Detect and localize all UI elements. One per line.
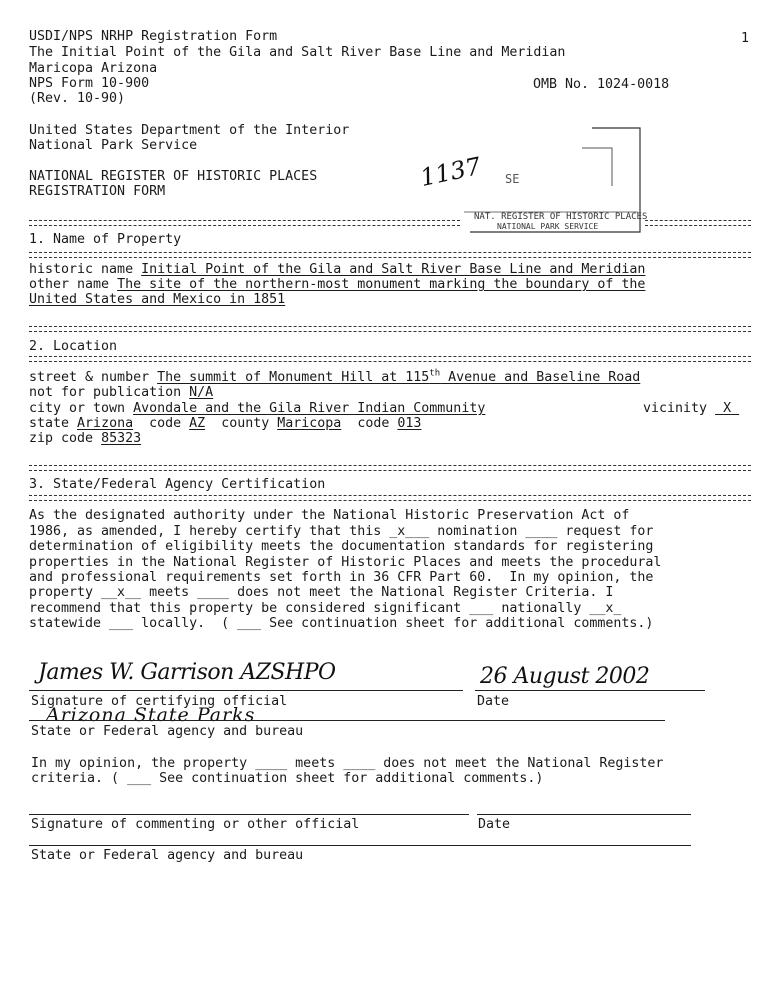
section-divider xyxy=(29,495,751,501)
publication-value: N/A xyxy=(189,385,214,400)
opinion-line: In my opinion, the property ____ meets ____ does not meet the National Register xyxy=(31,756,664,771)
section2-heading: 2. Location xyxy=(29,339,118,354)
signature-label: Signature of certifying official xyxy=(31,694,288,709)
section3-heading: 3. State/Federal Agency Certification xyxy=(29,477,326,492)
state-code: AZ xyxy=(189,416,206,431)
commenting-date-line xyxy=(477,814,691,815)
commenting-label: Signature of commenting or other official xyxy=(31,817,360,832)
city-row: city or town Avondale and the Gila River Indian Community xyxy=(29,401,486,416)
section-divider xyxy=(29,356,751,362)
city-value: Avondale and the Gila River Indian Community xyxy=(133,401,486,416)
zip-value: 85323 xyxy=(101,431,142,446)
form-title-line1: NATIONAL REGISTER OF HISTORIC PLACES xyxy=(29,169,318,184)
certifying-signature: James W. Garrison AZSHPO xyxy=(38,660,336,685)
other-name-row: other name The site of the northern-most monument marking the boundary of the xyxy=(29,277,646,292)
agency-handwritten: Arizona State Parks xyxy=(46,704,256,726)
vicinity-row: vicinity X xyxy=(643,401,739,416)
state-value: Arizona xyxy=(77,416,134,431)
form-number: NPS Form 10-900 xyxy=(29,76,150,91)
vicinity-value: X xyxy=(723,401,732,416)
section-divider xyxy=(29,326,751,332)
certification-line: properties in the National Register of Historic Places and meets the procedural xyxy=(29,555,662,570)
other-name-value: The site of the northern-most monument marking the boundary of the xyxy=(117,277,646,292)
commenting-agency-label: State or Federal agency and bureau xyxy=(31,848,304,863)
certification-line: 1986, as amended, I hereby certify that this _x___ nomination ____ request for xyxy=(29,524,654,539)
page-number: 1 xyxy=(741,31,750,46)
section-divider xyxy=(29,252,751,258)
agency-label: State or Federal agency and bureau xyxy=(31,724,304,739)
county-value: Maricopa xyxy=(277,416,342,431)
date-label: Date xyxy=(477,694,510,709)
form-line: USDI/NPS NRHP Registration Form xyxy=(29,29,278,44)
form-title-line2: REGISTRATION FORM xyxy=(29,184,166,199)
historic-name-value: Initial Point of the Gila and Salt River Base Line and Meridian xyxy=(141,262,646,277)
historic-name-row: historic name Initial Point of the Gila and Salt River Base Line and Meridian xyxy=(29,262,646,277)
certification-line: property __x__ meets ____ does not meet the National Register Criteria. I xyxy=(29,585,614,600)
zip-row: zip code 85323 xyxy=(29,431,142,446)
commenting-date-label: Date xyxy=(478,817,511,832)
certification-line: statewide ___ locally. ( ___ See continuation sheet for additional comments.) xyxy=(29,616,654,631)
commenting-signature-line xyxy=(29,814,469,815)
county-state: Maricopa Arizona xyxy=(29,61,158,76)
form-revision: (Rev. 10-90) xyxy=(29,91,126,106)
opinion-line: criteria. ( ___ See continuation sheet for additional comments.) xyxy=(31,771,544,786)
service: National Park Service xyxy=(29,138,198,153)
stamp-register-line: NAT. REGISTER OF HISTORIC PLACES xyxy=(474,212,648,222)
street-row: street & number The summit of Monument Hill at 115th Avenue and Baseline Road xyxy=(29,368,641,385)
agency-line xyxy=(29,720,665,721)
commenting-agency-line xyxy=(29,845,691,846)
omb-number: OMB No. 1024-0018 xyxy=(533,77,670,92)
other-name-value-cont: United States and Mexico in 1851 xyxy=(29,292,286,307)
department: United States Department of the Interior xyxy=(29,123,350,138)
section-divider xyxy=(645,220,751,226)
certification-line: determination of eligibility meets the documentation standards for registering xyxy=(29,539,654,554)
publication-row: not for publication N/A xyxy=(29,385,214,400)
section1-heading: 1. Name of Property xyxy=(29,232,182,247)
certification-line: and professional requirements set forth in 36 CFR Part 60. In my opinion, the xyxy=(29,570,654,585)
certification-date: 26 August 2002 xyxy=(480,664,650,689)
stamp-partial-text: SE xyxy=(505,172,520,186)
section-divider xyxy=(29,220,460,226)
state-row: state Arizona code AZ county Maricopa code 013 xyxy=(29,416,422,431)
street-value: The summit of Monument Hill at 115th Avenue and Baseline Road xyxy=(157,368,641,385)
property-title: The Initial Point of the Gila and Salt River Base Line and Meridian xyxy=(29,45,566,60)
certification-line: recommend that this property be considered significant ___ nationally __x_ xyxy=(29,601,622,616)
date-line xyxy=(475,690,705,691)
stamp-service-line: NATIONAL PARK SERVICE xyxy=(497,222,599,231)
county-code: 013 xyxy=(397,416,422,431)
signature-line xyxy=(29,690,463,691)
certification-line: As the designated authority under the National Historic Preservation Act of xyxy=(29,508,630,523)
stamp-handwritten-number: 1137 xyxy=(417,151,484,193)
section-divider xyxy=(29,465,751,471)
